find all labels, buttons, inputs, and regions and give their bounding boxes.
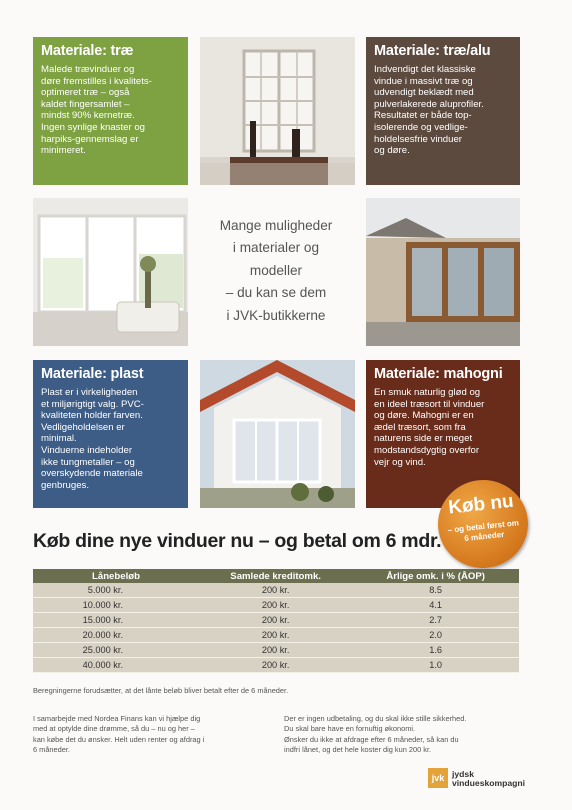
- tile-text: Malede trævinduer og døre fremstilles i kvalitets- optimeret træ – også kaldet fingersamlet – mindst 90% kernetræ. Ingen synlige knaster og harpiks-gennemslag er minimeret.: [41, 64, 152, 157]
- loan-table: [33, 569, 519, 673]
- col-header-credit-cost: Samlede kreditomk.: [199, 569, 352, 583]
- jvk-logo-mark: jvk: [428, 768, 448, 788]
- tile-title: Materiale: plast: [41, 366, 144, 382]
- offer-headline: Køb dine nye vinduer nu – og betal om 6 mdr.: [33, 530, 442, 552]
- col-header-aop: Årlige omk. i % (ÅOP): [352, 569, 519, 583]
- tile-title: Materiale: mahogni: [374, 366, 503, 382]
- tile-material-plast: [33, 360, 188, 508]
- footer-text-left: I samarbejde med Nordea Finans kan vi hjælpe dig med at optylde dine drømme, så du – nu og her – kan købe det du ønsker. Helt uden renter og afdrag i 6 måneder.: [33, 714, 205, 755]
- jvk-logo-text: jydsk vindueskompagni: [452, 769, 526, 788]
- table-row: 40.000 kr. 200 kr. 1.0: [33, 658, 519, 673]
- tile-material-trae-alu: [366, 37, 520, 185]
- table-footnote: Beregningerne forudsætter, at det lånte beløb bliver betalt efter de 6 måneder.: [33, 686, 289, 695]
- center-tagline: Mange muligheder i materialer og modeller – du kan se dem i JVK-butikkerne: [219, 218, 333, 323]
- tile-title: Materiale: træ: [41, 43, 134, 59]
- photo-white-house-gable: [200, 360, 355, 508]
- table-row: 10.000 kr. 200 kr. 4.1: [33, 598, 519, 613]
- table-row: 5.000 kr. 200 kr. 8.5: [33, 583, 519, 598]
- photo-brick-house-alu-windows: [366, 198, 520, 346]
- table-row: 20.000 kr. 200 kr. 2.0: [33, 628, 519, 643]
- tile-title: Materiale: træ/alu: [374, 43, 491, 59]
- tile-text: Plast er i virkeligheden et miljørigtigt valg. PVC- kvaliteten holder farven. Vedligeholdelsen er minimal. Vinduerne indeholder ikke tungmetaller – og overskydende materiale genbruges.: [41, 387, 144, 491]
- badge-sub-text: – og betal først om 6 måneder: [447, 518, 520, 543]
- photo-living-room-windows: [33, 198, 188, 346]
- table-row: 15.000 kr. 200 kr. 2.7: [33, 613, 519, 628]
- table-row: 25.000 kr. 200 kr. 1.6: [33, 643, 519, 658]
- badge-main-text: Køb nu: [447, 490, 515, 519]
- tile-material-trae: [33, 37, 188, 185]
- col-header-loan-amount: Lånebeløb: [33, 569, 199, 583]
- tile-text: En smuk naturlig glød og en ideel træsort til vinduer og døre. Mahogni er en ædel træsort, som fra naturens side er meget modstandsdygtig overfor vejr og vind.: [374, 387, 485, 468]
- photo-wood-window-interior: [200, 37, 355, 185]
- table-header-row: [33, 569, 519, 583]
- footer-text-right: Der er ingen udbetaling, og du skal ikke stille sikkerhed. Du skal bare have en fornuftig økonomi. Ønsker du ikke at afdrage efter 6 måneder, så kan du indfri lånet, og det hele koster dig kun 200 kr.: [284, 714, 467, 755]
- tile-text: Indvendigt det klassiske vindue i massivt træ og udvendigt beklædt med pulverlakerede aluprofiler. Resultatet er både top- isolerende og vedlige- holdelsesfrie vinduer og døre.: [374, 64, 484, 157]
